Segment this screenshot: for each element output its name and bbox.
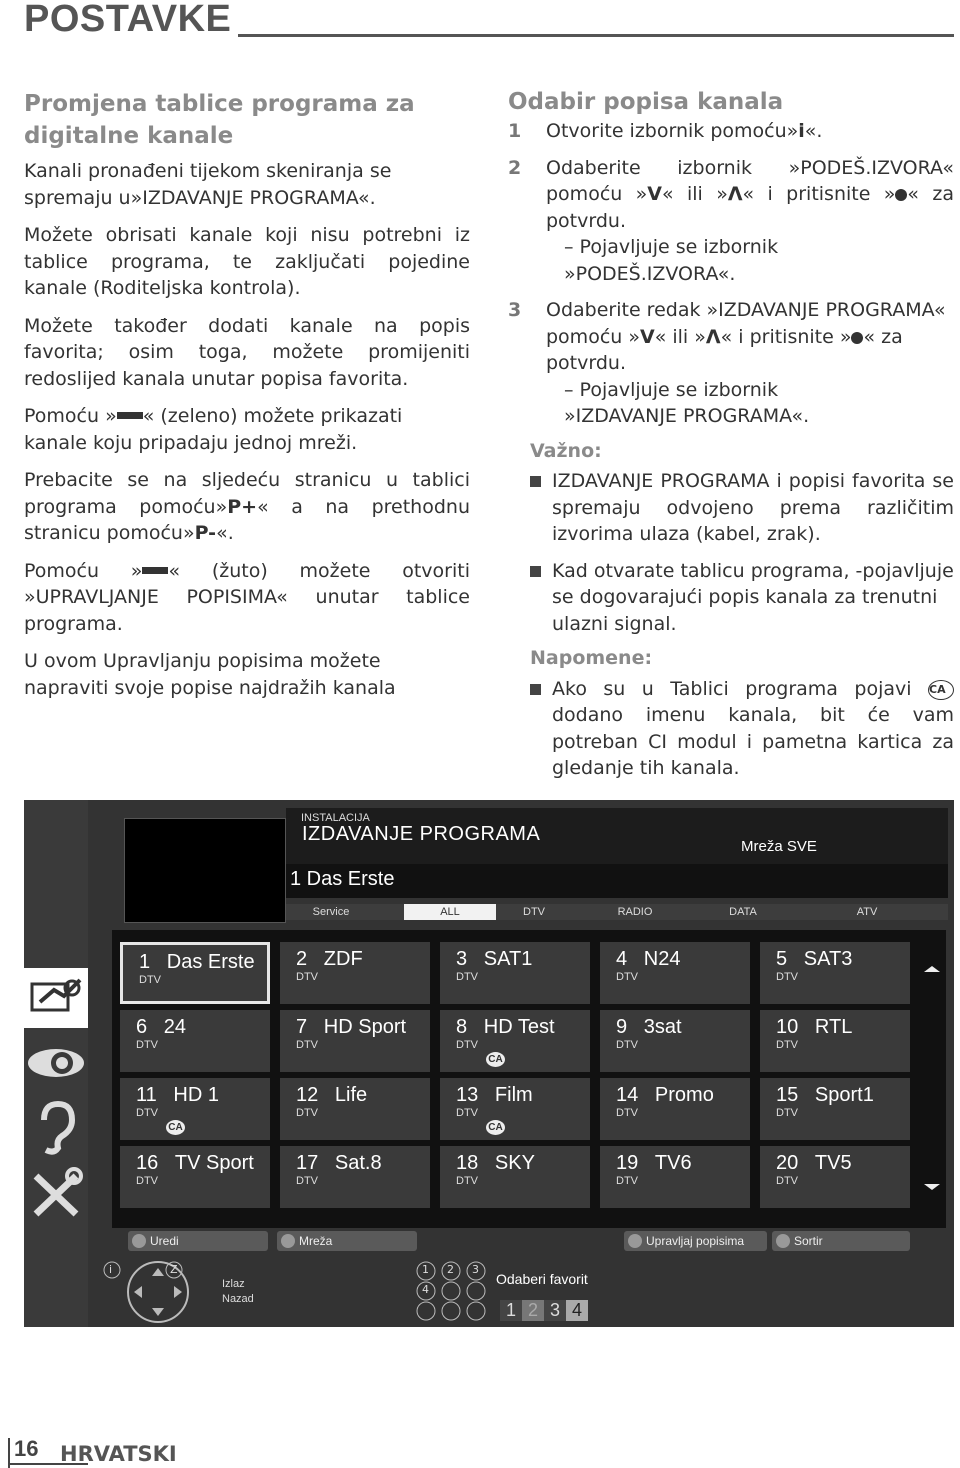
num-key-1: 1 <box>422 1263 429 1276</box>
exit-label: Izlaz <box>222 1278 245 1290</box>
header-rule <box>238 34 954 37</box>
button-label: Sortir <box>794 1234 823 1248</box>
tab-radio[interactable]: RADIO <box>617 906 653 918</box>
text-fragment: « a na prethodnu stranicu pomoću» <box>24 495 470 544</box>
left-paragraph-1: Kanali pronađeni tijekom skeniranja se spremaju u»IZDAVANJE PROGRAMA«. <box>24 160 392 209</box>
ear-icon[interactable] <box>24 1100 88 1156</box>
channel-type: DTV <box>776 971 798 983</box>
left-paragraph-2: Možete obrisati kanale koji nisu potrebni iz tablice programa, te zaključati pojedine kanale (Roditeljska kontrola). <box>24 224 470 299</box>
ok-key-icon <box>895 189 907 201</box>
channel-name: 9 3sat <box>616 1016 682 1038</box>
channel-name: 5 SAT3 <box>776 948 853 970</box>
sort-button[interactable] <box>772 1231 910 1251</box>
text-fragment: « ili » <box>662 183 728 205</box>
step-number: 2 <box>508 156 522 179</box>
channel-cell[interactable] <box>600 1146 750 1208</box>
channel-cell[interactable] <box>760 942 910 1004</box>
text-fragment: Otvorite izbornik pomoću» <box>546 120 799 142</box>
channel-type: DTV <box>296 971 318 983</box>
right-column <box>508 88 954 782</box>
bullet-3 <box>508 676 954 782</box>
bullet-1 <box>508 468 954 548</box>
channel-cell[interactable] <box>120 942 270 1004</box>
channel-type: DTV <box>616 1175 638 1187</box>
favorite-3[interactable]: 3 <box>544 1300 566 1321</box>
scroll-down-icon <box>924 1184 940 1190</box>
channel-cell[interactable] <box>760 1078 910 1140</box>
channel-type: DTV <box>296 1175 318 1187</box>
favorite-label: Odaberi favorit <box>496 1271 588 1287</box>
language-label: HRVATSKI <box>60 1442 177 1466</box>
num-key-2: 2 <box>447 1263 454 1276</box>
edit-button[interactable] <box>128 1231 268 1251</box>
channel-type: DTV <box>776 1107 798 1119</box>
favorite-4[interactable]: 4 <box>566 1300 588 1321</box>
green-button-icon <box>117 412 143 419</box>
channel-name: 11 HD 1 <box>136 1084 219 1106</box>
channel-name: 14 Promo <box>616 1084 714 1106</box>
channel-cell[interactable] <box>280 1146 430 1208</box>
bullet-icon <box>530 566 541 577</box>
text-fragment: « ili » <box>654 325 706 348</box>
text-fragment: «. <box>804 120 823 142</box>
screen-title: IZDAVANJE PROGRAMA <box>302 823 541 845</box>
text-fragment: Pomoću » <box>24 559 143 582</box>
channel-name: 10 RTL <box>776 1016 853 1038</box>
channel-cell[interactable] <box>440 1010 590 1072</box>
step-result: – Pojavljuje se izbornik »IZDAVANJE PROGRAMA«. <box>564 378 810 427</box>
network-label: Mreža SVE <box>741 838 817 855</box>
info-key-label: i <box>109 1263 113 1276</box>
bullet-2 <box>508 558 954 638</box>
text-fragment: «. <box>216 522 234 544</box>
ca-badge-icon: CA <box>486 1052 505 1067</box>
right-heading: Odabir popisa kanala <box>508 89 784 115</box>
text-fragment: « za potvrdu. <box>546 325 903 374</box>
tab-service[interactable]: Service <box>312 906 350 918</box>
text-fragment: Odaberite redak »IZDAVANJE PROGRAMA« pomoću » <box>546 299 946 348</box>
p-minus-key: P- <box>194 522 217 544</box>
channel-type: DTV <box>616 971 638 983</box>
eye-icon[interactable] <box>24 1036 88 1090</box>
tab-all[interactable]: ALL <box>404 904 496 920</box>
network-button[interactable] <box>277 1231 417 1251</box>
text-fragment: dodano imenu kanala, bit će vam potreban CI modul i pametna kartica za gledanje tih kanala. <box>552 704 954 779</box>
step-3 <box>508 297 954 430</box>
channel-name: 20 TV5 <box>776 1152 852 1174</box>
step-number: 1 <box>508 120 522 142</box>
channel-type: DTV <box>456 1039 478 1051</box>
page-header-title: POSTAVKE <box>24 0 232 40</box>
tv-screen <box>24 800 954 1327</box>
p-plus-key: P+ <box>227 495 258 518</box>
channel-name: 3 SAT1 <box>456 948 533 970</box>
bullet-icon <box>530 684 541 695</box>
step-result: – Pojavljuje se izbornik »PODEŠ.IZVORA«. <box>564 236 779 285</box>
bullet-text: IZDAVANJE PROGRAMA i popisi favorita se spremaju odvojeno prema različitim izvorima ulaza (kabel, zrak). <box>552 470 954 545</box>
notes-heading: Napomene: <box>530 647 653 669</box>
channel-name: 19 TV6 <box>616 1152 692 1174</box>
green-key-icon <box>281 1234 295 1248</box>
navigation-pad-icon <box>100 1260 220 1326</box>
ca-badge-icon: CA <box>486 1120 505 1135</box>
step-number: 3 <box>508 299 522 321</box>
title-bar <box>286 808 948 864</box>
channel-name: 17 Sat.8 <box>296 1152 382 1174</box>
button-label: Upravljaj popisima <box>646 1234 745 1248</box>
back-label: Nazad <box>222 1293 254 1305</box>
text-fragment: « za potvrdu. <box>546 183 954 232</box>
yellow-key-icon <box>628 1234 642 1248</box>
video-preview <box>124 818 286 923</box>
channel-name: 16 TV Sport <box>136 1152 254 1174</box>
channel-type: DTV <box>616 1039 638 1051</box>
ca-badge-icon: CA <box>928 680 954 700</box>
current-channel-bar <box>286 864 948 898</box>
num-key-3: 3 <box>472 1263 479 1276</box>
breadcrumb: INSTALACIJA <box>301 812 370 824</box>
yellow-button-icon <box>142 567 168 574</box>
z-key-label: Z <box>170 1263 178 1276</box>
channel-cell[interactable] <box>440 1146 590 1208</box>
left-paragraph-6 <box>24 558 470 638</box>
channel-cell[interactable] <box>280 1010 430 1072</box>
left-column <box>24 88 470 701</box>
up-key-icon: Λ <box>727 183 743 205</box>
channel-type: DTV <box>616 1107 638 1119</box>
left-paragraph-4 <box>24 403 470 456</box>
channel-name: 6 24 <box>136 1016 187 1038</box>
red-key-icon <box>132 1234 146 1248</box>
channel-type: DTV <box>136 1107 158 1119</box>
channel-name: 12 Life <box>296 1084 368 1106</box>
tab-bar <box>286 904 948 920</box>
text-fragment: « (žuto) možete otvoriti »UPRAVLJANJE POPISIMA« unutar tablice programa. <box>24 559 470 635</box>
settings-icon[interactable] <box>24 968 88 1028</box>
text-fragment: Ako su u Tablici programa pojavi <box>552 677 912 700</box>
text-fragment: Prebacite se na sljedeću stranicu u tablici programa pomoću» <box>24 469 470 518</box>
channel-type: DTV <box>456 1175 478 1187</box>
scroll-up-icon <box>924 966 940 972</box>
channel-cell[interactable] <box>280 1078 430 1140</box>
favorite-1[interactable]: 1 <box>500 1300 522 1321</box>
channel-type: DTV <box>776 1175 798 1187</box>
channel-type: DTV <box>776 1039 798 1051</box>
num-key-4: 4 <box>422 1283 429 1296</box>
text-fragment: Pomoću » <box>24 405 117 427</box>
channel-name: 15 Sport1 <box>776 1084 874 1106</box>
channel-cell[interactable] <box>600 1078 750 1140</box>
info-key: i <box>798 120 805 142</box>
channel-grid <box>112 930 946 1228</box>
channel-type: DTV <box>136 1175 158 1187</box>
left-paragraph-5 <box>24 467 470 547</box>
channel-name: 18 SKY <box>456 1152 535 1174</box>
bullet-icon <box>530 476 541 487</box>
channel-type: DTV <box>139 974 161 986</box>
channel-cell[interactable] <box>440 1078 590 1140</box>
bullet-text: Kad otvarate tablicu programa, -pojavljuje se dogovarajući popis kanala za trenutni ulazni signal. <box>552 559 954 635</box>
current-channel: 1 Das Erste <box>290 868 395 890</box>
blue-key-icon <box>776 1234 790 1248</box>
channel-cell[interactable] <box>600 1010 750 1072</box>
tab-dtv[interactable]: DTV <box>523 906 545 918</box>
text-fragment: « i pritisnite » <box>720 325 852 348</box>
channel-cell[interactable] <box>760 1010 910 1072</box>
channel-name: 4 N24 <box>616 948 681 970</box>
button-label: Uredi <box>150 1234 179 1248</box>
favorite-2[interactable]: 2 <box>522 1300 544 1321</box>
channel-cell[interactable] <box>280 942 430 1004</box>
ok-key-icon <box>851 332 863 344</box>
down-key-icon: V <box>639 325 655 348</box>
channel-cell[interactable] <box>120 1146 270 1208</box>
channel-type: DTV <box>456 1107 478 1119</box>
channel-name: 8 HD Test <box>456 1016 555 1038</box>
side-menu <box>24 800 88 1327</box>
channel-cell[interactable] <box>440 942 590 1004</box>
channel-cell[interactable] <box>120 1010 270 1072</box>
channel-name: 13 Film <box>456 1084 533 1106</box>
page-number: 16 <box>14 1436 39 1461</box>
channel-type: DTV <box>136 1039 158 1051</box>
channel-cell[interactable] <box>600 942 750 1004</box>
text-fragment: « i pritisnite » <box>742 183 896 205</box>
left-paragraph-3: Možete također dodati kanale na popis favorita; osim toga, možete promijeniti redoslijed kanala unutar popisa favorita. <box>24 314 470 390</box>
channel-name: 2 ZDF <box>296 948 363 970</box>
text-fragment: Odaberite izbornik »PODEŠ.IZVORA« pomoću » <box>546 156 954 205</box>
step-1 <box>508 118 954 145</box>
up-key-icon: Λ <box>705 325 721 348</box>
channel-name: 1 Das Erste <box>139 951 255 973</box>
step-2 <box>508 155 954 288</box>
channel-name: 7 HD Sport <box>296 1016 407 1038</box>
favorite-selector[interactable] <box>500 1300 588 1324</box>
manage-lists-button[interactable] <box>624 1231 767 1251</box>
channel-type: DTV <box>296 1107 318 1119</box>
ca-badge-icon: CA <box>166 1120 185 1135</box>
down-key-icon: V <box>647 183 663 205</box>
channel-type: DTV <box>456 971 478 983</box>
tools-icon[interactable] <box>24 1164 88 1224</box>
channel-type: DTV <box>296 1039 318 1051</box>
channel-cell[interactable] <box>120 1078 270 1140</box>
channel-cell[interactable] <box>760 1146 910 1208</box>
tab-atv[interactable]: ATV <box>856 906 878 918</box>
button-label: Mreža <box>299 1234 333 1248</box>
scrollbar[interactable] <box>924 960 940 1210</box>
left-paragraph-7: U ovom Upravljanju popisima možete napraviti svoje popise najdražih kanala <box>24 650 396 699</box>
text-fragment: « (zeleno) možete prikazati kanale koju pripadaju jednoj mreži. <box>24 405 403 454</box>
tab-data[interactable]: DATA <box>729 906 757 918</box>
left-heading: Promjena tablice programa za digitalne kanale <box>24 91 415 149</box>
important-heading: Važno: <box>530 439 602 462</box>
